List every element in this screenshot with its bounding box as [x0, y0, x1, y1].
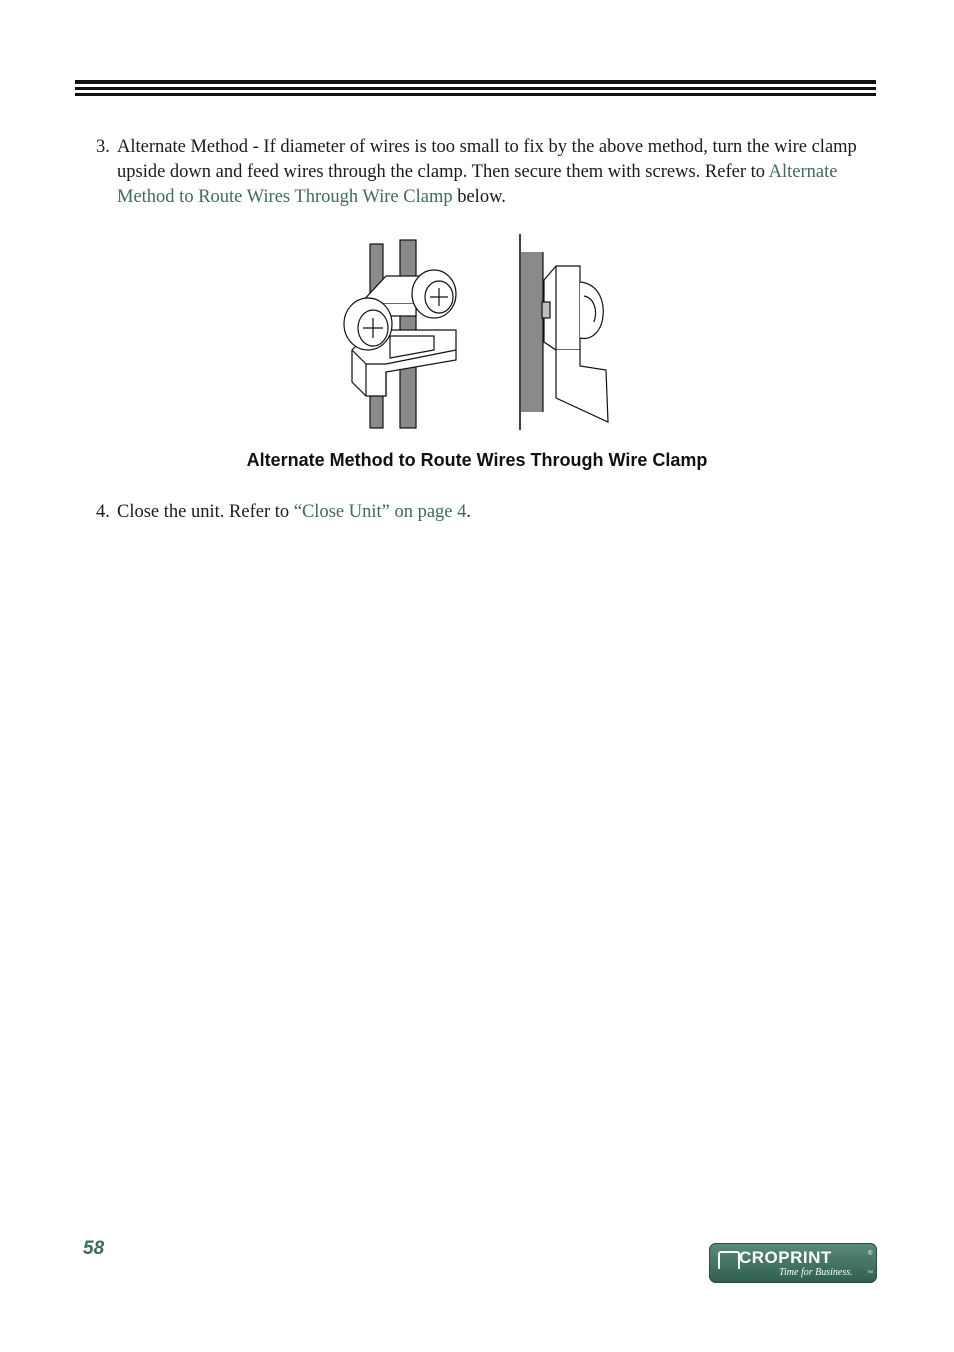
logo-wordmark: CROPRINT — [739, 1248, 832, 1267]
figure-caption: Alternate Method to Route Wires Through Wire Clamp — [246, 450, 708, 470]
step-number: 4. — [96, 502, 110, 522]
step-text-after: . — [466, 502, 471, 522]
header-rule — [75, 80, 876, 99]
logo-a-mark-icon — [718, 1251, 740, 1269]
step-text-before: Close the unit. Refer to — [117, 502, 294, 522]
side-view — [520, 234, 608, 430]
step-text-before: Alternate Method - If diameter of wires is too small to fix by the above method, turn the wire clamp upside down and feed wires through the clamp. Then secure them with screws. Refer to — [117, 137, 857, 182]
step-4 — [96, 500, 876, 525]
step-number: 3. — [96, 137, 110, 157]
acroprint-logo — [709, 1243, 877, 1283]
step-text — [117, 135, 876, 210]
header-rule-line — [75, 87, 876, 90]
header-rule-line — [75, 80, 876, 84]
header-rule-line — [75, 93, 876, 96]
logo-trademark: TM — [867, 1269, 873, 1274]
close-unit-link[interactable]: “Close Unit” on page 4 — [293, 502, 467, 522]
page-number: 58 — [83, 1238, 105, 1259]
step-text-after: below. — [452, 187, 506, 207]
step-3 — [96, 135, 876, 210]
step-text — [117, 500, 876, 525]
figure-reference-link[interactable]: Alternate Method to Route Wires Through Wire Clamp — [117, 162, 838, 207]
wire-clamp-illustration — [330, 232, 630, 432]
front-view — [344, 240, 456, 428]
logo-registered-mark: ® — [868, 1251, 873, 1257]
logo-tagline: Time for Business. — [779, 1267, 853, 1278]
